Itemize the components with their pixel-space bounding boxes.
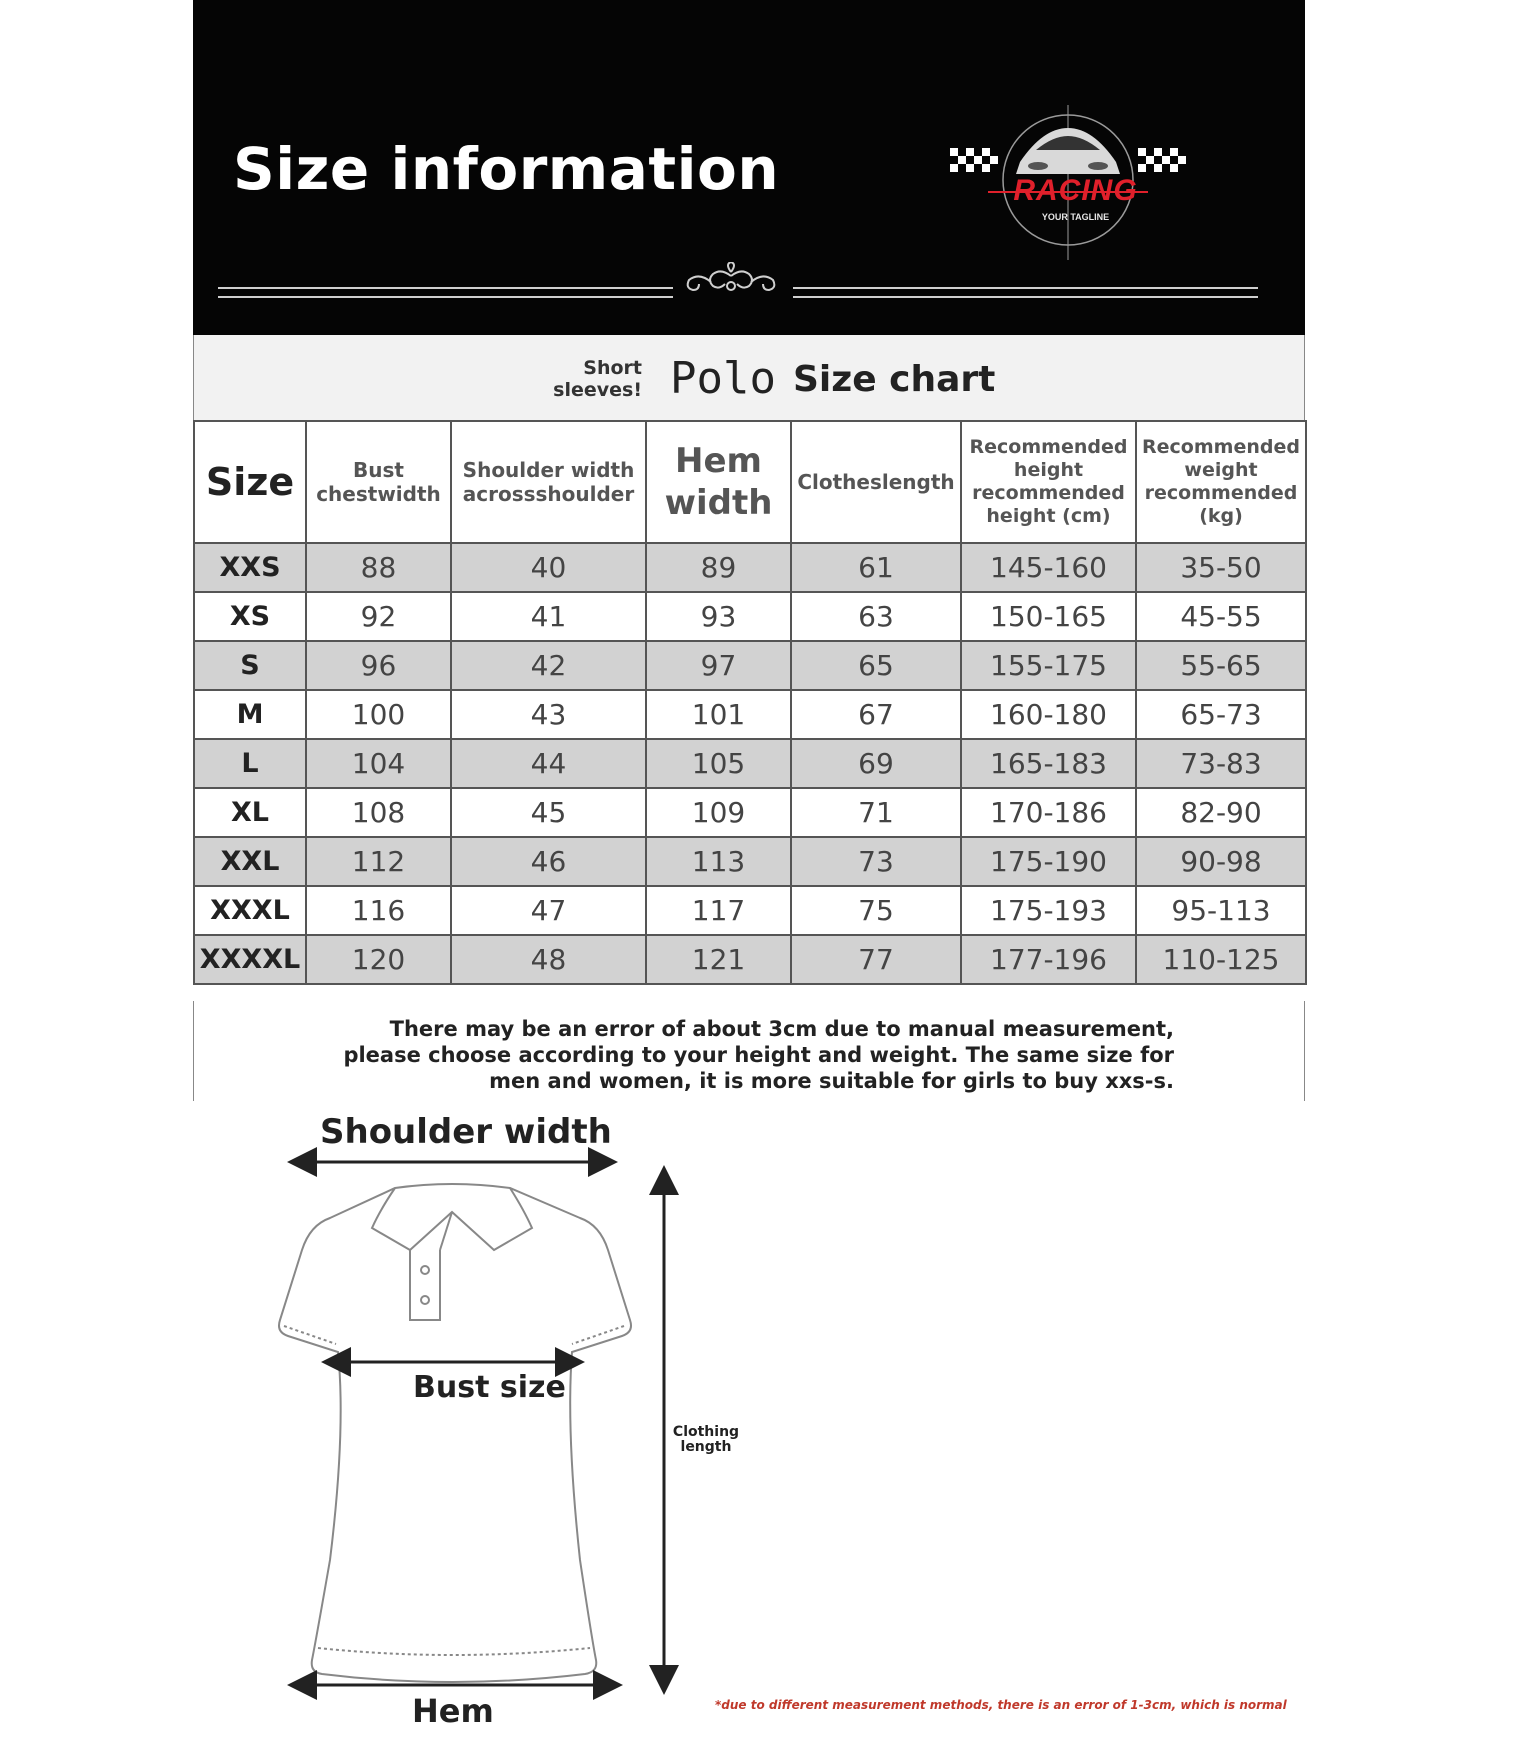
polo-label: Polo	[670, 353, 776, 404]
table-cell: 77	[791, 935, 961, 984]
clothing-length-label: Clothing length	[672, 1424, 740, 1455]
table-row	[194, 935, 1306, 984]
header-length: Clotheslength	[791, 421, 961, 543]
table-header-row	[194, 421, 1306, 543]
table-cell: 100	[306, 690, 451, 739]
table-cell: 150-165	[961, 592, 1136, 641]
size-cell: M	[194, 690, 306, 739]
table-cell: 117	[646, 886, 791, 935]
table-row	[194, 837, 1306, 886]
table-cell: 43	[451, 690, 646, 739]
table-cell: 104	[306, 739, 451, 788]
size-cell: XXXXL	[194, 935, 306, 984]
table-cell: 75	[791, 886, 961, 935]
table-row	[194, 543, 1306, 592]
size-chart-label: Size chart	[793, 359, 996, 400]
racing-logo	[948, 100, 1188, 275]
table-cell: 160-180	[961, 690, 1136, 739]
table-cell: 97	[646, 641, 791, 690]
size-table	[193, 420, 1307, 985]
ornament-icon	[681, 262, 781, 302]
table-cell: 177-196	[961, 935, 1136, 984]
page-title: Size information	[233, 135, 780, 203]
table-cell: 108	[306, 788, 451, 837]
table-cell: 55-65	[1136, 641, 1306, 690]
table-cell: 73	[791, 837, 961, 886]
table-cell: 46	[451, 837, 646, 886]
table-cell: 42	[451, 641, 646, 690]
table-cell: 88	[306, 543, 451, 592]
table-cell: 69	[791, 739, 961, 788]
table-cell: 47	[451, 886, 646, 935]
chart-title-bar	[193, 335, 1305, 420]
table-cell: 165-183	[961, 739, 1136, 788]
logo-tagline: YOUR TAGLINE	[1041, 212, 1110, 222]
table-cell: 45-55	[1136, 592, 1306, 641]
table-cell: 109	[646, 788, 791, 837]
table-row	[194, 690, 1306, 739]
table-row	[194, 592, 1306, 641]
table-cell: 40	[451, 543, 646, 592]
bust-size-label: Bust size	[413, 1370, 566, 1405]
table-cell: 121	[646, 935, 791, 984]
table-cell: 120	[306, 935, 451, 984]
short-sleeves-label: Short sleeves!	[553, 357, 642, 401]
measurement-diagram	[0, 1100, 1513, 1739]
table-cell: 110-125	[1136, 935, 1306, 984]
polo-shirt-icon	[279, 1184, 631, 1682]
table-cell: 92	[306, 592, 451, 641]
table-row	[194, 886, 1306, 935]
table-cell: 67	[791, 690, 961, 739]
divider-right-2	[793, 296, 1258, 298]
size-cell: S	[194, 641, 306, 690]
size-cell: XXS	[194, 543, 306, 592]
table-cell: 105	[646, 739, 791, 788]
table-cell: 73-83	[1136, 739, 1306, 788]
table-cell: 71	[791, 788, 961, 837]
table-cell: 116	[306, 886, 451, 935]
size-cell: XS	[194, 592, 306, 641]
table-cell: 101	[646, 690, 791, 739]
size-cell: L	[194, 739, 306, 788]
size-cell: XXL	[194, 837, 306, 886]
table-cell: 145-160	[961, 543, 1136, 592]
header-size: Size	[194, 421, 306, 543]
table-cell: 82-90	[1136, 788, 1306, 837]
divider-left-1	[218, 287, 673, 289]
table-cell: 112	[306, 837, 451, 886]
table-cell: 93	[646, 592, 791, 641]
table-cell: 41	[451, 592, 646, 641]
hem-label: Hem	[412, 1692, 494, 1730]
table-row	[194, 739, 1306, 788]
shoulder-width-label: Shoulder width	[320, 1112, 612, 1152]
table-cell: 96	[306, 641, 451, 690]
table-cell: 90-98	[1136, 837, 1306, 886]
header-hem: Hem width	[646, 421, 791, 543]
table-cell: 44	[451, 739, 646, 788]
footnote: *due to different measurement methods, there is an error of 1-3cm, which is normal	[715, 1698, 1287, 1712]
table-cell: 35-50	[1136, 543, 1306, 592]
table-cell: 155-175	[961, 641, 1136, 690]
table-cell: 89	[646, 543, 791, 592]
table-row	[194, 788, 1306, 837]
table-cell: 175-193	[961, 886, 1136, 935]
table-cell: 95-113	[1136, 886, 1306, 935]
header-shoulder: Shoulder width acrossshoulder	[451, 421, 646, 543]
polo-shirt-diagram	[0, 1100, 1513, 1739]
measurement-note	[193, 1001, 1305, 1101]
header-weight: Recommended weight recommended (kg)	[1136, 421, 1306, 543]
table-cell: 175-190	[961, 837, 1136, 886]
table-row	[194, 641, 1306, 690]
divider-right-1	[793, 287, 1258, 289]
header-height: Recommended height recommended height (cm)	[961, 421, 1136, 543]
size-cell: XL	[194, 788, 306, 837]
table-cell: 45	[451, 788, 646, 837]
table-cell: 65	[791, 641, 961, 690]
table-cell: 170-186	[961, 788, 1136, 837]
header-bust: Bust chestwidth	[306, 421, 451, 543]
note-text: There may be an error of about 3cm due to manual measurement, please choose according to your height and weight. The same size for men and women, it is more suitable for girls to buy xxs-s.	[343, 1017, 1174, 1093]
table-cell: 61	[791, 543, 961, 592]
divider-left-2	[218, 296, 673, 298]
size-cell: XXXL	[194, 886, 306, 935]
table-cell: 113	[646, 837, 791, 886]
table-cell: 65-73	[1136, 690, 1306, 739]
table-cell: 48	[451, 935, 646, 984]
table-cell: 63	[791, 592, 961, 641]
header-banner	[193, 0, 1305, 335]
logo-brand: RACING	[1013, 174, 1138, 207]
